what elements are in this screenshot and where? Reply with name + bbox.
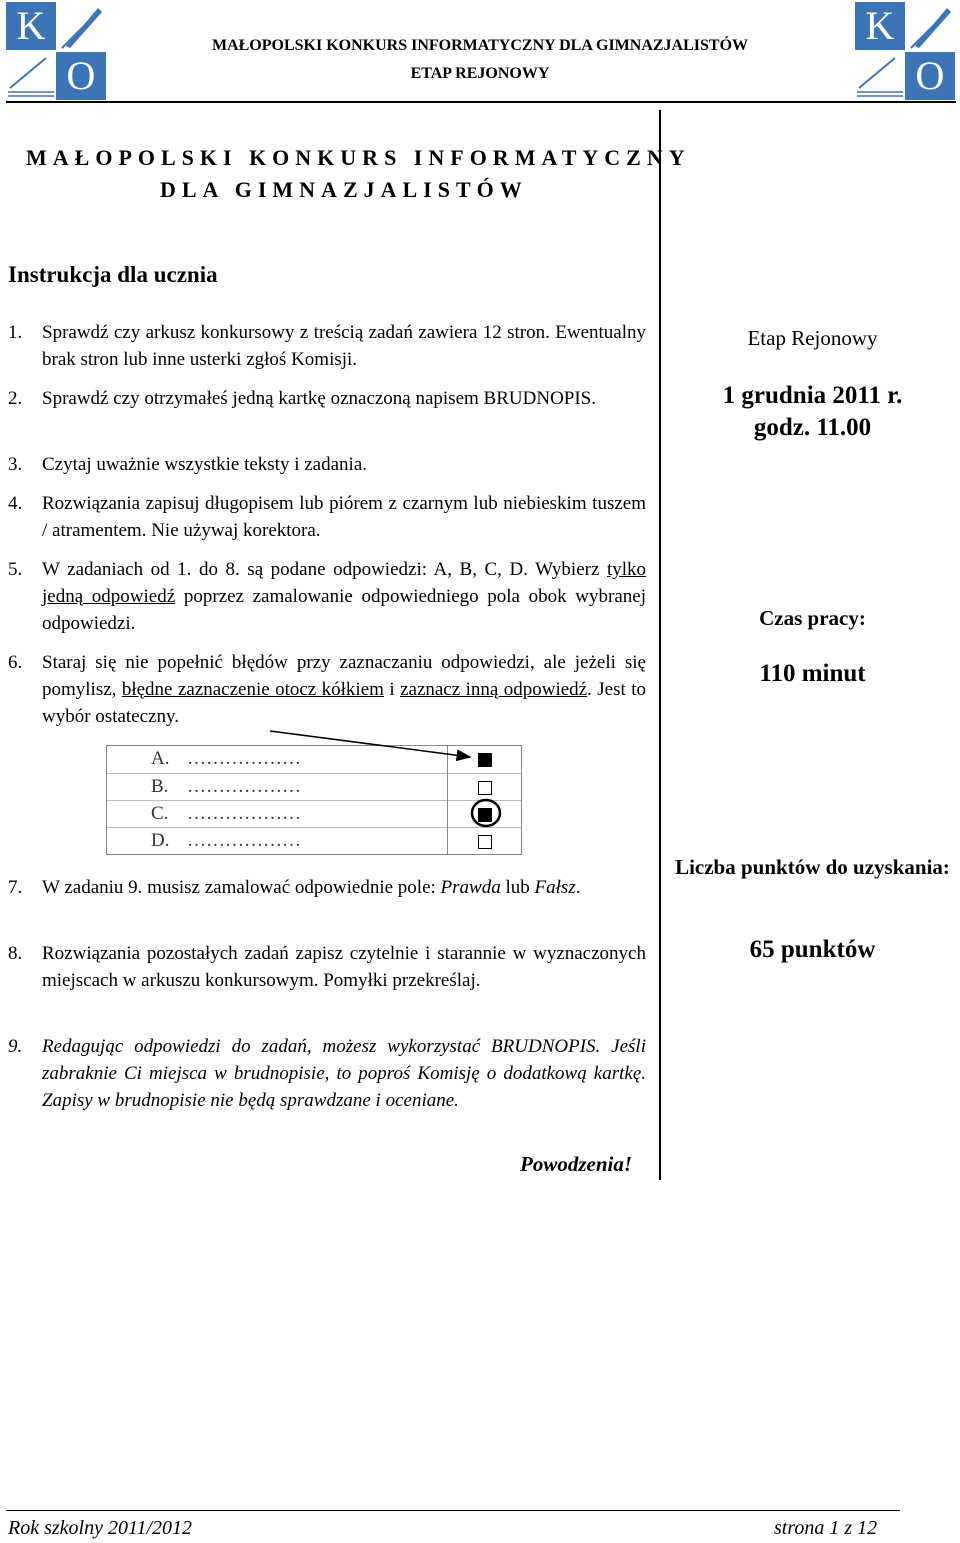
instruction-item	[8, 490, 646, 544]
answer-dots: ………………	[187, 748, 301, 769]
answer-dots: ………………	[187, 803, 301, 824]
answer-letter: D.	[151, 830, 170, 851]
answer-example-table	[106, 745, 522, 855]
item-number: 9.	[8, 1036, 23, 1057]
item-number: 8.	[8, 943, 23, 964]
lines-icon	[6, 52, 56, 100]
item-text: Sprawdź czy otrzymałeś jedną kartkę oznaczoną napisem BRUDNOPIS.	[42, 388, 596, 409]
logo-letter-o: O	[905, 52, 955, 100]
pen-icon	[58, 2, 106, 50]
logo-letter-k: K	[855, 2, 905, 50]
underlined-text: błędne zaznaczenie otocz kółkiem	[121, 679, 384, 700]
item-text: Redagując odpowiedzi do zadań, możesz wykorzystać BRUDNOPIS. Jeśli zabraknie Ci miejsca w brudnopisie, to poproś Komisję o dodatkową kartkę. Zapisy w brudnopisie nie będą sprawdzane i oceniane.	[42, 1036, 646, 1111]
header-title: MAŁOPOLSKI KONKURS INFORMATYCZNY DLA GIMNAZJALISTÓW	[211, 37, 749, 54]
answer-checkbox	[478, 835, 492, 849]
logo-letter-o: O	[56, 52, 106, 100]
exam-date: 1 grudnia 2011 r.	[722, 382, 903, 409]
page-number: strona 1 z 12	[774, 1517, 878, 1539]
item-text: Rozwiązania pozostałych zadań zapisz czytelnie i starannie w wyznaczonych miejscach w arkuszu konkursowym. Pomyłki przekreślaj.	[42, 943, 646, 991]
answer-dots: ………………	[187, 776, 301, 797]
footer-divider	[6, 1510, 900, 1511]
item-text: Sprawdź czy arkusz konkursowy z treścią zadań zawiera 12 stron. Ewentualny brak stron lub inne usterki zgłoś Komisji.	[42, 322, 646, 370]
item-text: Rozwiązania zapisuj długopisem lub piórem z czarnym lub niebieskim tuszem / atramentem. Nie używaj korektora.	[42, 493, 646, 541]
item-text: W zadaniach od 1. do 8. są podane odpowiedzi: A, B, C, D. Wybierz tylko jedną odpowiedź poprzez zamalowanie odpowiedniego pola obok wybranej odpowiedzi.	[42, 559, 646, 634]
work-time-value: 110 minut	[759, 660, 866, 687]
lines-icon	[855, 52, 905, 100]
instruction-item	[8, 1033, 646, 1114]
contest-logo-right	[855, 2, 955, 100]
school-year: Rok szkolny 2011/2012	[8, 1517, 193, 1539]
instruction-item	[8, 874, 646, 901]
contest-logo-left	[6, 2, 106, 100]
header-divider	[6, 101, 956, 103]
answer-row	[107, 827, 521, 855]
answer-row	[107, 773, 521, 801]
stage-label: Etap Rejonowy	[747, 326, 878, 350]
answer-row	[107, 746, 521, 773]
pen-icon	[907, 2, 955, 50]
item-text: W zadaniu 9. musisz zamalować odpowiednie pole: Prawda lub Fałsz.	[42, 877, 581, 898]
item-text: Staraj się nie popełnić błędów przy zaznaczaniu odpowiedzi, ale jeżeli się pomylisz, błędne zaznaczenie otocz kółkiem i zaznacz inną odpowiedź. Jest to wybór ostateczny.	[42, 652, 646, 727]
instruction-item	[8, 451, 646, 478]
answer-letter: A.	[151, 748, 170, 769]
underlined-text: tylko jedną odpowiedź	[42, 559, 646, 607]
item-text: Czytaj uważnie wszystkie teksty i zadania.	[42, 454, 368, 475]
item-number: 4.	[8, 493, 23, 514]
header-subtitle: ETAP REJONOWY	[410, 65, 550, 82]
instruction-item	[8, 556, 646, 637]
item-number: 7.	[8, 877, 23, 898]
item-number: 1.	[8, 322, 23, 343]
instruction-item	[8, 649, 646, 730]
logo-letter-k: K	[6, 2, 56, 50]
points-label: Liczba punktów do uzyskania:	[675, 855, 950, 879]
answer-row	[107, 800, 521, 828]
item-number: 6.	[8, 652, 23, 673]
instruction-item	[8, 940, 646, 994]
column-divider	[659, 110, 661, 1180]
answer-letter: B.	[151, 776, 169, 797]
answer-checkbox-circled	[478, 808, 492, 822]
answer-checkbox	[478, 781, 492, 795]
page-title-line1: MAŁOPOLSKI KONKURS INFORMATYCZNY	[26, 145, 691, 170]
exam-time: godz. 11.00	[753, 414, 872, 441]
item-number: 5.	[8, 559, 23, 580]
instructions-heading: Instrukcja dla ucznia	[8, 262, 218, 287]
answer-dots: ………………	[187, 830, 301, 851]
answer-checkbox-filled	[478, 753, 492, 767]
answer-letter: C.	[151, 803, 169, 824]
instruction-item	[8, 319, 646, 373]
item-number: 3.	[8, 454, 23, 475]
instruction-item	[8, 385, 646, 412]
points-value: 65 punktów	[749, 936, 876, 963]
work-time-label: Czas pracy:	[759, 606, 866, 630]
underlined-text: zaznacz inną odpowiedź	[400, 679, 588, 700]
closing-text: Powodzenia!	[520, 1152, 633, 1176]
table-divider	[447, 746, 448, 854]
item-number: 2.	[8, 388, 23, 409]
page-title-line2: DLA GIMNAZJALISTÓW	[160, 177, 528, 202]
